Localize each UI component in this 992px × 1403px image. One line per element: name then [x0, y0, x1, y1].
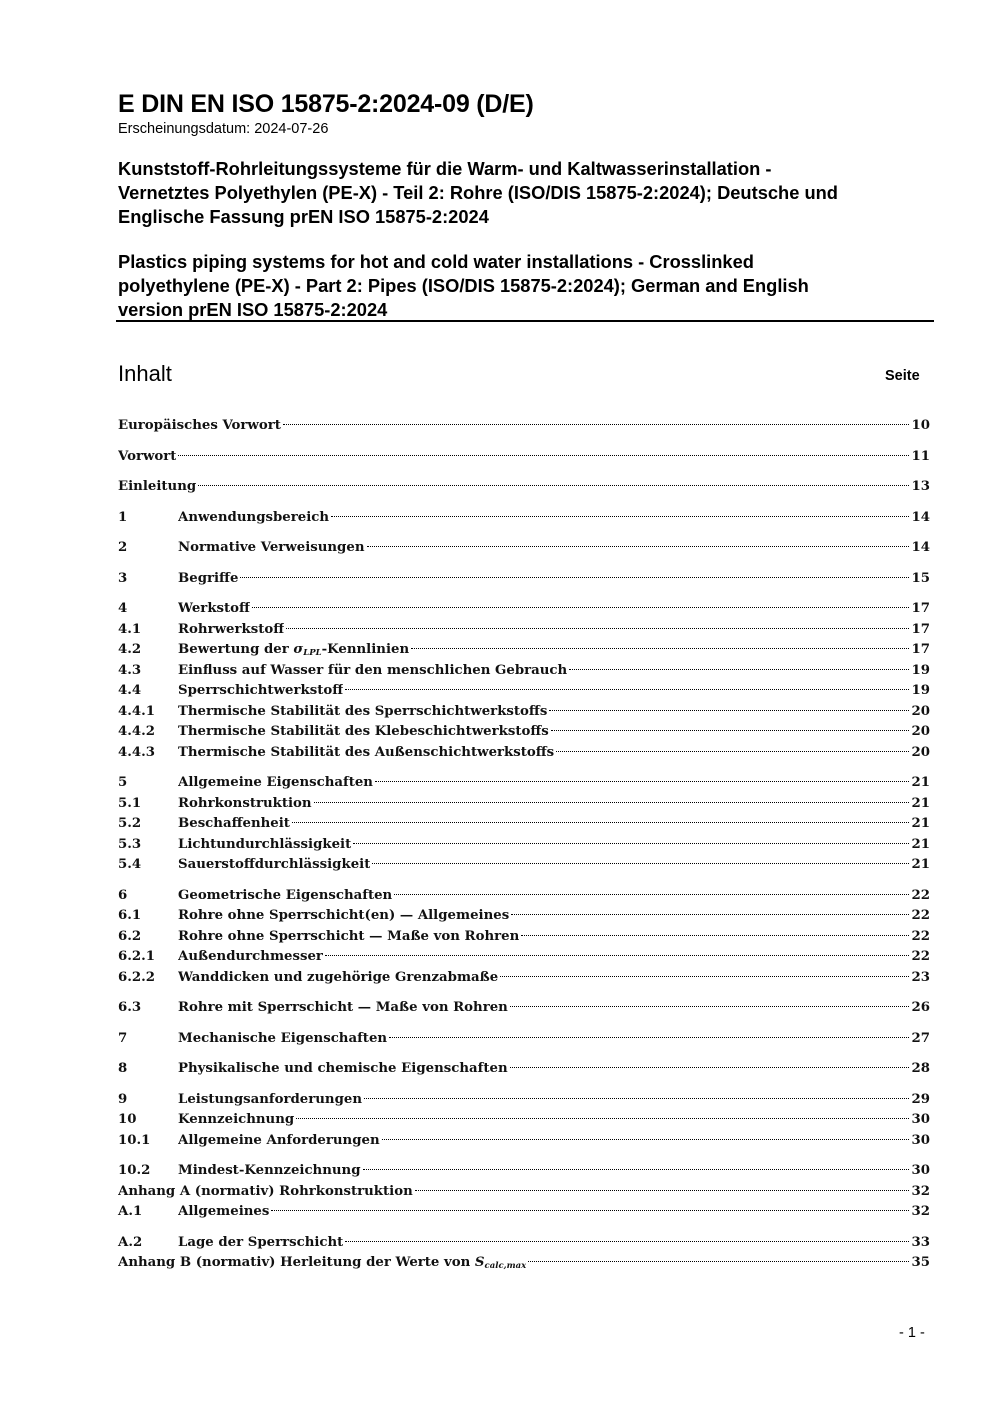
toc-leader-dots — [510, 1006, 910, 1007]
toc-entry[interactable] — [118, 447, 930, 468]
toc-entry[interactable] — [118, 569, 930, 590]
toc-entry-page: 27 — [911, 1030, 930, 1046]
title-english-line: version prEN ISO 15875-2:2024 — [118, 299, 388, 320]
toc-leader-dots — [549, 710, 909, 711]
toc-entry-page: 35 — [911, 1255, 930, 1270]
toc-entry-page: 30 — [911, 1112, 930, 1127]
toc-leader-dots — [240, 577, 909, 578]
toc-entry[interactable] — [118, 1161, 930, 1182]
toc-entry-number: 4.4.2 — [118, 724, 156, 739]
toc-entry-page: 21 — [911, 857, 930, 872]
toc-entry-title: Normative Verweisungen — [178, 540, 365, 555]
toc-entry-page: 20 — [911, 724, 930, 739]
toc-entry-title: Europäisches Vorwort — [118, 418, 281, 433]
toc-entry[interactable] — [118, 1059, 930, 1080]
toc-entry-page: 22 — [911, 949, 930, 964]
toc-leader-dots — [286, 628, 909, 629]
toc-entry[interactable] — [118, 681, 930, 702]
toc-entry-title: Außendurchmesser — [178, 949, 323, 964]
toc-entry-title: Rohre ohne Sperrschicht — Maße von Rohren — [178, 928, 520, 944]
toc-entry-page: 17 — [911, 642, 930, 657]
toc-entry-title — [118, 1253, 526, 1277]
toc-entry-number: 1 — [118, 509, 128, 525]
toc-entry-page: 23 — [911, 969, 930, 985]
toc-entry-title: Kennzeichnung — [178, 1112, 295, 1127]
toc-leader-dots — [551, 730, 910, 731]
toc-entry[interactable] — [118, 947, 930, 968]
toc-leader-dots — [375, 781, 910, 782]
toc-entry-page: 17 — [911, 621, 930, 637]
toc-entry-number: 6.2.1 — [118, 949, 156, 964]
toc-entry[interactable] — [118, 1029, 930, 1050]
toc-entry-page: 14 — [911, 540, 930, 555]
toc-entry[interactable] — [118, 855, 930, 876]
toc-entry-page: 10 — [911, 418, 930, 433]
toc-entry-number: 4.4.1 — [118, 703, 156, 719]
toc-entry[interactable] — [118, 1253, 930, 1274]
toc-entry-number: 6.1 — [118, 908, 142, 923]
toc-entry-title: Allgemeines — [178, 1204, 270, 1219]
toc-entry[interactable] — [118, 835, 930, 856]
toc-entry[interactable] — [118, 416, 930, 437]
toc-entry-number: 2 — [118, 540, 128, 555]
toc-entry-number: 6.2.2 — [118, 969, 156, 985]
document-id: E DIN EN ISO 15875-2:2024-09 (D/E) — [118, 90, 534, 118]
toc-entry-title: Mechanische Eigenschaften — [178, 1030, 388, 1046]
toc-entry-title: Rohre ohne Sperrschicht(en) — Allgemeines — [178, 908, 510, 923]
toc-leader-dots — [521, 935, 909, 936]
toc-entry[interactable] — [118, 722, 930, 743]
toc-entry-number: 5 — [118, 775, 128, 790]
toc-entry-title: Sauerstoffdurchlässigkeit — [178, 857, 371, 872]
toc-leader-dots — [556, 751, 909, 752]
toc-leader-dots — [296, 1118, 909, 1119]
toc-entry-title: Mindest-Kennzeichnung — [178, 1163, 361, 1178]
toc-leader-dots — [314, 802, 910, 803]
toc-entry[interactable] — [118, 773, 930, 794]
toc-entry-page: 20 — [911, 744, 930, 760]
toc-entry-page: 26 — [911, 1000, 930, 1015]
title-english-line: polyethylene (PE-X) - Part 2: Pipes (ISO/DIS 15875-2:2024); German and English — [118, 275, 809, 296]
toc-entry-symbol: S — [474, 1255, 485, 1270]
toc-leader-dots — [415, 1190, 910, 1191]
toc-leader-dots — [528, 1261, 909, 1262]
toc-entry[interactable] — [118, 794, 930, 815]
toc-leader-dots — [271, 1210, 909, 1211]
title-german-line: Vernetztes Polyethylen (PE-X) - Teil 2: Rohre (ISO/DIS 15875-2:2024); Deutsche und — [118, 182, 838, 203]
toc-entry[interactable] — [118, 1233, 930, 1254]
toc-entry-number: 10 — [118, 1112, 137, 1127]
toc-leader-dots — [367, 546, 910, 547]
toc-entry-number: 4.3 — [118, 662, 142, 678]
toc-entry-page: 13 — [911, 479, 930, 494]
toc-entry-page: 17 — [911, 601, 930, 616]
title-english — [118, 250, 933, 322]
toc-entry[interactable] — [118, 640, 930, 661]
toc-entry[interactable] — [118, 886, 930, 907]
toc-page-column-heading: Seite — [885, 368, 920, 384]
toc-entry-title: Anwendungsbereich — [178, 509, 330, 525]
toc-leader-dots — [325, 955, 910, 956]
toc-entry-title-text: Bewertung der — [178, 642, 294, 657]
toc-entry-number: 6.3 — [118, 1000, 142, 1015]
toc-leader-dots — [569, 669, 909, 670]
toc-leader-dots — [345, 689, 909, 690]
toc-entry-page: 30 — [911, 1163, 930, 1178]
toc-entry[interactable] — [118, 743, 930, 764]
title-german — [118, 157, 933, 229]
toc-entry[interactable] — [118, 906, 930, 927]
toc-entry[interactable] — [118, 1182, 930, 1203]
toc-entry-page: 20 — [911, 703, 930, 719]
toc-entry-number: 9 — [118, 1091, 128, 1107]
toc-leader-dots — [283, 424, 910, 425]
toc-entry-title: Anhang A (normativ) Rohrkonstruktion — [118, 1183, 413, 1199]
toc-entry-title: Rohrwerkstoff — [178, 621, 285, 637]
toc-entry-symbol: σ — [293, 642, 304, 657]
toc-entry-number: 8 — [118, 1061, 128, 1076]
table-of-contents — [118, 416, 930, 1274]
toc-entry-page: 32 — [911, 1204, 930, 1219]
toc-entry-number: 4.4 — [118, 683, 142, 698]
toc-entry-number: 5.1 — [118, 795, 142, 811]
toc-entry-number: 5.3 — [118, 836, 142, 852]
toc-entry[interactable] — [118, 1131, 930, 1152]
toc-entry[interactable] — [118, 927, 930, 948]
toc-leader-dots — [364, 1098, 909, 1099]
toc-entry-page: 22 — [911, 928, 930, 944]
toc-entry-number: 10.1 — [118, 1132, 151, 1148]
toc-entry-page: 21 — [911, 836, 930, 852]
toc-entry-title: Thermische Stabilität des Sperrschichtwerkstoffs — [178, 703, 548, 719]
page-number: - 1 - — [899, 1325, 925, 1341]
toc-entry-page: 11 — [911, 448, 930, 464]
toc-entry-title: Allgemeine Eigenschaften — [178, 775, 373, 790]
toc-entry-number: 5.4 — [118, 857, 142, 872]
toc-entry[interactable] — [118, 477, 930, 498]
toc-leader-dots — [363, 1169, 910, 1170]
toc-entry-number: 5.2 — [118, 816, 142, 831]
toc-entry-number: 3 — [118, 570, 128, 586]
toc-entry-number: 4.1 — [118, 621, 142, 637]
toc-leader-dots — [198, 485, 909, 486]
toc-entry-title: Werkstoff — [178, 601, 250, 616]
toc-entry-number: A.2 — [118, 1234, 143, 1250]
toc-entry-title: Geometrische Eigenschaften — [178, 887, 393, 903]
toc-entry-page: 30 — [911, 1132, 930, 1148]
toc-entry-page: 32 — [911, 1183, 930, 1199]
toc-entry-title: Rohre mit Sperrschicht — Maße von Rohren — [178, 1000, 508, 1015]
toc-leader-dots — [389, 1037, 909, 1038]
toc-entry-title: Sperrschichtwerkstoff — [178, 683, 344, 698]
toc-entry-title: Einleitung — [118, 479, 197, 494]
toc-entry-page: 22 — [911, 908, 930, 923]
toc-entry-title: Allgemeine Anforderungen — [178, 1132, 380, 1148]
toc-entry-title-text: Anhang B (normativ) Herleitung der Werte von — [118, 1255, 475, 1270]
toc-entry-title: Vorwort — [118, 448, 177, 464]
toc-entry-page: 19 — [911, 683, 930, 698]
toc-entry-number: 10.2 — [118, 1163, 151, 1178]
toc-entry[interactable] — [118, 620, 930, 641]
title-german-line: Kunststoff-Rohrleitungssysteme für die Warm- und Kaltwasserinstallation - — [118, 158, 772, 179]
toc-entry-page: 33 — [911, 1234, 930, 1250]
toc-entry[interactable] — [118, 1202, 930, 1223]
toc-leader-dots — [372, 863, 909, 864]
title-english-line: Plastics piping systems for hot and cold water installations - Crosslinked — [118, 251, 754, 272]
toc-entry-title: Physikalische und chemische Eigenschaften — [178, 1061, 508, 1076]
toc-entry[interactable] — [118, 508, 930, 529]
toc-leader-dots — [252, 607, 910, 608]
toc-leader-dots — [382, 1139, 910, 1140]
toc-leader-dots — [394, 894, 909, 895]
toc-entry[interactable] — [118, 599, 930, 620]
toc-entry[interactable] — [118, 702, 930, 723]
toc-entry-page: 21 — [911, 795, 930, 811]
toc-entry-title: Begriffe — [178, 570, 239, 586]
toc-entry-number: 6.2 — [118, 928, 142, 944]
toc-entry[interactable] — [118, 814, 930, 835]
toc-leader-dots — [292, 822, 910, 823]
publication-date: Erscheinungsdatum: 2024-07-26 — [118, 121, 329, 137]
toc-leader-dots — [511, 914, 909, 915]
title-german-line: Englische Fassung prEN ISO 15875-2:2024 — [118, 206, 489, 227]
toc-entry-page: 29 — [911, 1091, 930, 1107]
toc-heading: Inhalt — [118, 361, 172, 386]
toc-entry-number: 7 — [118, 1030, 128, 1046]
toc-entry-number: 6 — [118, 887, 128, 903]
toc-entry[interactable] — [118, 661, 930, 682]
toc-entry-page: 21 — [911, 816, 930, 831]
toc-entry-page: 14 — [911, 509, 930, 525]
toc-entry-page: 19 — [911, 662, 930, 678]
toc-leader-dots — [178, 455, 909, 456]
toc-entry-title: Lage der Sperrschicht — [178, 1234, 344, 1250]
toc-entry-title: Leistungsanforderungen — [178, 1091, 363, 1107]
toc-leader-dots — [353, 843, 909, 844]
toc-leader-dots — [331, 516, 909, 517]
toc-entry-title: Thermische Stabilität des Außenschichtwerkstoffs — [178, 744, 555, 760]
toc-entry-number: A.1 — [118, 1204, 143, 1219]
toc-entry-title: Lichtundurchlässigkeit — [178, 836, 352, 852]
toc-entry-page: 28 — [911, 1061, 930, 1076]
toc-leader-dots — [411, 648, 909, 649]
toc-entry-title: Einfluss auf Wasser für den menschlichen Gebrauch — [178, 662, 568, 678]
toc-leader-dots — [510, 1067, 910, 1068]
toc-entry-number: 4.4.3 — [118, 744, 156, 760]
toc-entry[interactable] — [118, 998, 930, 1019]
toc-entry[interactable] — [118, 538, 930, 559]
toc-entry[interactable] — [118, 1090, 930, 1111]
toc-entry-symbol-subscript: calc,max — [484, 1261, 527, 1271]
toc-entry-number: 4.2 — [118, 642, 142, 657]
title-divider — [116, 320, 934, 322]
toc-entry-number: 4 — [118, 601, 128, 616]
toc-entry-title: Thermische Stabilität des Klebeschichtwerkstoffs — [178, 724, 549, 739]
toc-leader-dots — [500, 976, 909, 977]
toc-entry-symbol-subscript: LPL — [303, 648, 322, 658]
toc-entry-page: 22 — [911, 887, 930, 903]
toc-entry-title: Beschaffenheit — [178, 816, 290, 831]
toc-entry-title-text: -Kennlinien — [321, 642, 410, 657]
toc-entry-title: Rohrkonstruktion — [178, 795, 312, 811]
toc-entry[interactable] — [118, 1110, 930, 1131]
toc-entry-title: Wanddicken und zugehörige Grenzabmaße — [178, 969, 499, 985]
toc-entry[interactable] — [118, 968, 930, 989]
toc-entry-page: 15 — [911, 570, 930, 586]
toc-entry-page: 21 — [911, 775, 930, 790]
toc-leader-dots — [345, 1241, 909, 1242]
